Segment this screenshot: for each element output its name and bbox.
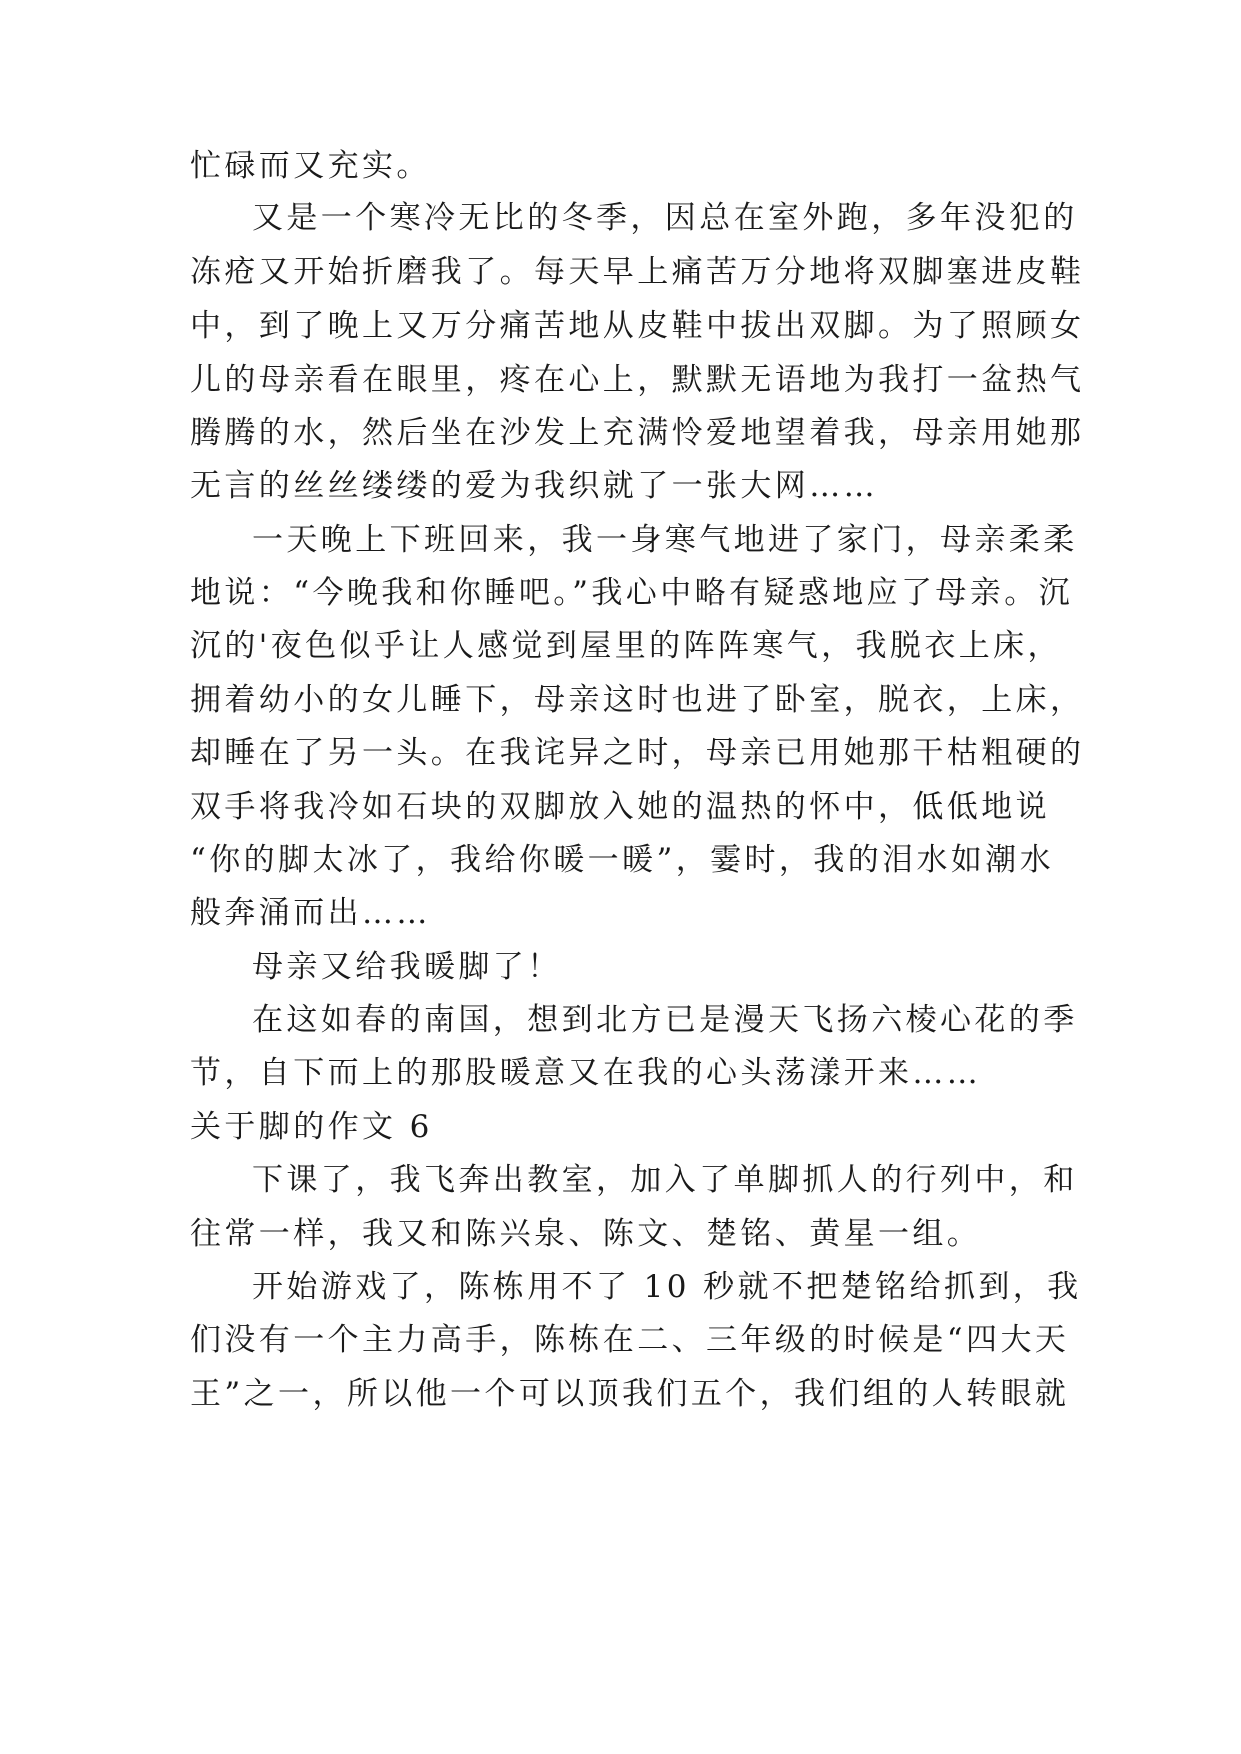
text-line: 王”之一，所以他一个可以顶我们五个，我们组的人转眼就 xyxy=(190,1376,1070,1412)
text-line: 腾腾的水，然后坐在沙发上充满怜爱地望着我，母亲用她那 xyxy=(190,415,1085,451)
paragraph-first-line: 一天晚上下班回来，我一身寒气地进了家门，母亲柔柔 xyxy=(252,522,1078,558)
paragraph-first-line: 开始游戏了，陈栋用不了 10 秒就不把楚铭给抓到，我 xyxy=(252,1269,1082,1305)
text-line: 拥着幼小的女儿睡下，母亲这时也进了卧室，脱衣，上床， xyxy=(190,682,1085,718)
text-line: “你的脚太冰了，我给你暖一暖”，霎时，我的泪水如潮水 xyxy=(190,842,1055,878)
section-heading: 关于脚的作文 6 xyxy=(190,1109,433,1145)
text-line: 儿的母亲看在眼里，疼在心上，默默无语地为我打一盆热气 xyxy=(190,362,1085,398)
paragraph-first-line: 又是一个寒冷无比的冬季，因总在室外跑，多年没犯的 xyxy=(252,200,1078,236)
text-line: 节，自下而上的那股暖意又在我的心头荡漾开来…… xyxy=(190,1055,982,1091)
text-line: 冻疮又开始折磨我了。每天早上痛苦万分地将双脚塞进皮鞋 xyxy=(190,254,1085,290)
text-line: 地说：“今晚我和你睡吧。”我心中略有疑惑地应了母亲。沉 xyxy=(190,575,1073,611)
text-line: 沉的'夜色似乎让人感觉到屋里的阵阵寒气，我脱衣上床， xyxy=(190,628,1062,664)
paragraph-first-line: 在这如春的南国，想到北方已是漫天飞扬六棱心花的季 xyxy=(252,1002,1078,1038)
text-line: 无言的丝丝缕缕的爱为我织就了一张大网…… xyxy=(190,468,878,504)
text-line: 双手将我冷如石块的双脚放入她的温热的怀中，低低地说 xyxy=(190,789,1050,825)
paragraph-first-line: 下课了，我飞奔出教室，加入了单脚抓人的行列中，和 xyxy=(252,1162,1078,1198)
text-line: 中，到了晚上又万分痛苦地从皮鞋中拔出双脚。为了照顾女 xyxy=(190,308,1085,344)
text-line: 们没有一个主力高手，陈栋在二、三年级的时候是“四大天 xyxy=(190,1322,1070,1358)
text-line: 般奔涌而出…… xyxy=(190,895,431,931)
text-line: 往常一样，我又和陈兴泉、陈文、楚铭、黄星一组。 xyxy=(190,1216,982,1252)
text-line: 忙碌而又充实。 xyxy=(190,148,431,184)
text-line: 却睡在了另一头。在我诧异之时，母亲已用她那干枯粗硬的 xyxy=(190,735,1085,771)
paragraph-first-line: 母亲又给我暖脚了！ xyxy=(252,949,562,985)
